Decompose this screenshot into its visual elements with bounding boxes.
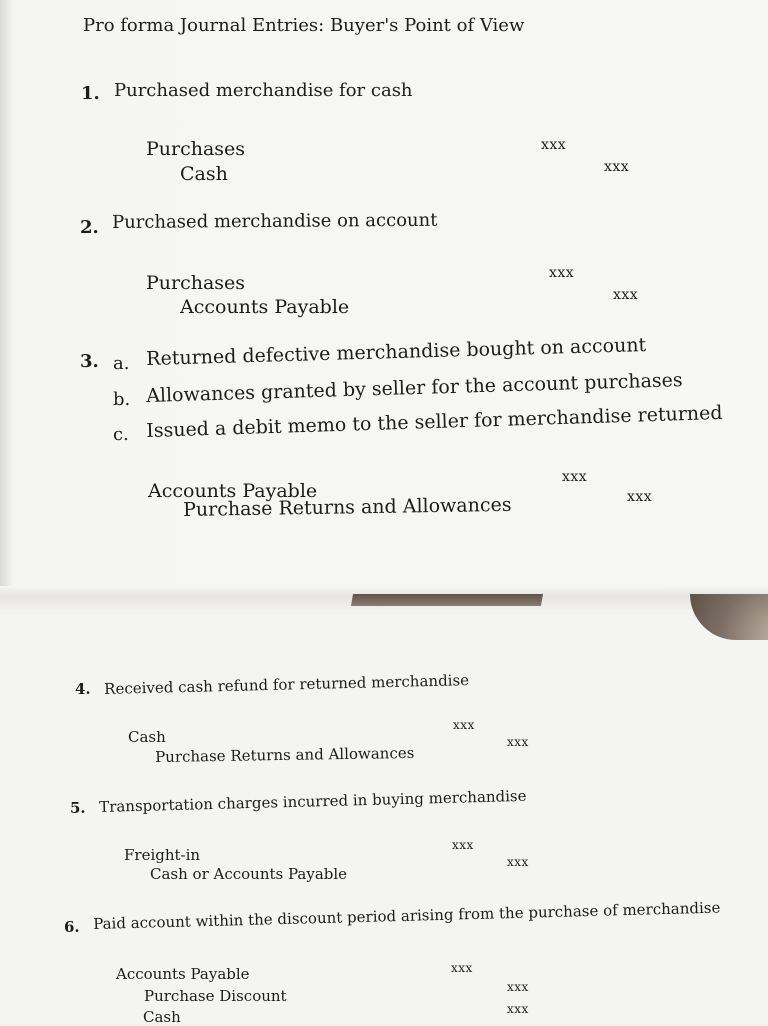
entry-5-credit-amount: xxx: [507, 855, 529, 869]
entry-2-credit-account: Accounts Payable: [180, 296, 350, 318]
entry-5-number: 5.: [70, 799, 86, 817]
entry-6-debit-amount: xxx: [451, 961, 473, 975]
entry-4-heading: Received cash refund for returned merchandise: [103, 671, 470, 698]
entry-3-item-b-letter: b.: [113, 389, 131, 410]
entry-6-credit-account-2: Cash: [143, 1008, 181, 1026]
entry-3-item-b-text: Allowances granted by seller for the account purchases: [145, 369, 683, 407]
entry-3-number: 3.: [80, 351, 99, 372]
entry-3-item-c-text: Issued a debit memo to the seller for merchandise returned: [145, 401, 723, 442]
entry-2-debit-account: Purchases: [146, 272, 246, 294]
entry-1-credit-account: Cash: [180, 163, 228, 185]
entry-1-credit-amount: xxx: [604, 159, 630, 175]
entry-2-number: 2.: [80, 217, 99, 238]
entry-4-credit-account: Purchase Returns and Allowances: [154, 743, 415, 766]
entry-6-heading: Paid account within the discount period arising from the purchase of merchandise: [92, 898, 721, 933]
entry-5-credit-account: Cash or Accounts Payable: [150, 865, 348, 883]
entry-2-heading: Purchased merchandise on account: [111, 209, 438, 233]
entry-1-debit-account: Purchases: [146, 138, 246, 160]
entry-5-debit-account: Freight-in: [124, 846, 201, 864]
entry-3-debit-account: Accounts Payable: [148, 480, 318, 502]
entry-1-heading: Purchased merchandise for cash: [114, 80, 413, 101]
entry-2-credit-amount: xxx: [613, 287, 639, 303]
page-fold-shadow: [351, 594, 543, 606]
page-title: Pro forma Journal Entries: Buyer's Point of View: [83, 15, 525, 36]
entry-3-debit-amount: xxx: [562, 469, 588, 485]
entry-6-debit-account: Accounts Payable: [116, 965, 250, 983]
entry-5-heading: Transportation charges incurred in buying merchandise: [98, 786, 527, 816]
entry-6-credit-amount-2: xxx: [507, 1002, 529, 1016]
entry-3-item-c-letter: c.: [113, 424, 129, 445]
entry-3-credit-amount: xxx: [627, 489, 653, 505]
entry-1-number: 1.: [81, 83, 100, 104]
entry-3-item-a-letter: a.: [113, 353, 130, 374]
entry-4-number: 4.: [75, 680, 91, 698]
entry-4-debit-account: Cash: [128, 728, 166, 746]
entry-6-number: 6.: [64, 918, 80, 936]
entry-3-item-a-text: Returned defective merchandise bought on account: [145, 334, 647, 370]
entry-4-debit-amount: xxx: [453, 718, 475, 732]
entry-3-credit-account: Purchase Returns and Allowances: [182, 493, 512, 521]
entry-1-debit-amount: xxx: [541, 137, 567, 153]
entry-4-credit-amount: xxx: [507, 735, 529, 749]
entry-6-credit-account-1: Purchase Discount: [144, 987, 287, 1005]
entry-6-credit-amount-1: xxx: [507, 980, 529, 994]
entry-2-debit-amount: xxx: [549, 265, 575, 281]
entry-5-debit-amount: xxx: [452, 838, 474, 852]
